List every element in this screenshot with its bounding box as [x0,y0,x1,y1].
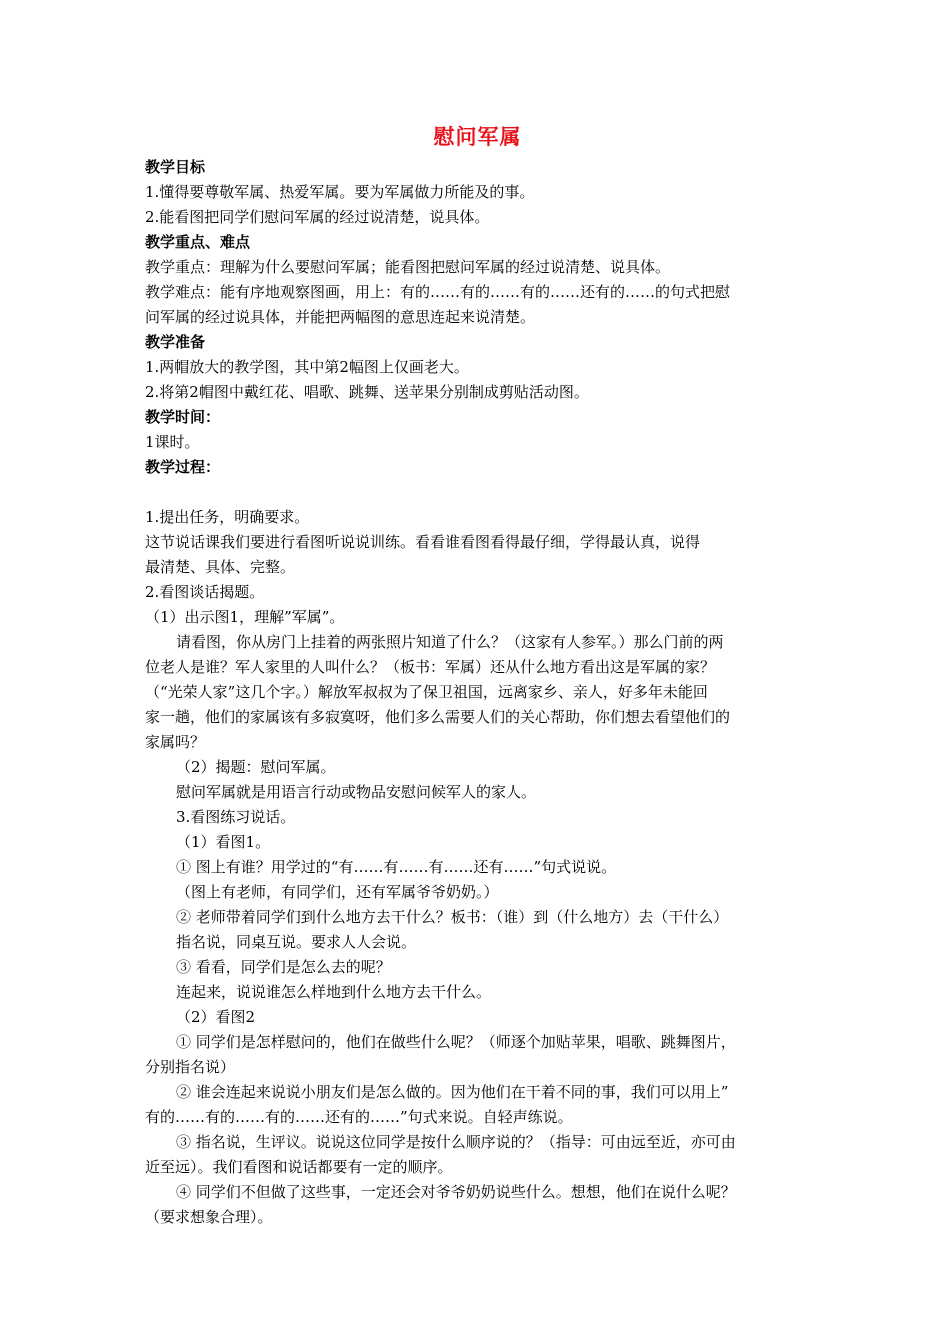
section-heading: 教学过程： [145,458,221,476]
text-line: 3.看图练习说话。 [176,808,296,826]
text-line: ④ 同学们不但做了这些事，一定还会对爷爷奶奶说些什么。想想，他们在说什么呢？ [176,1183,736,1201]
text-line: 2.将第2帽图中戴红花、唱歌、跳舞、送苹果分别制成剪贴活动图。 [145,383,589,401]
document-body [145,155,810,1230]
document-title: 慰问军属 [433,124,522,149]
text-line: ③ 看看，同学们是怎么去的呢？ [176,958,391,976]
text-line: ① 图上有谁？用学过的“有……有……有……还有……”句式说说。 [176,858,617,876]
text-line: 连起来，说说谁怎么样地到什么地方去干什么。 [176,983,492,1001]
text-line: 问军属的经过说具体，并能把两幅图的意思连起来说清楚。 [145,308,536,326]
text-line: 位老人是谁？军人家里的人叫什么？（板书：军属）还从什么地方看出这是军属的家？ [145,658,716,676]
text-line: ① 同学们是怎样慰问的，他们在做些什么呢？（师逐个加贴苹果，唱歌、跳舞图片， [176,1033,736,1051]
text-line: 1.提出任务，明确要求。 [145,508,310,526]
text-line: （图上有老师，有同学们，还有军属爷爷奶奶。） [176,883,499,901]
text-line: （要求想象合理）。 [145,1208,273,1226]
text-line: 这节说话课我们要进行看图听说说训练。看看谁看图看得最仔细，学得最认真，说得 [145,533,701,551]
text-line: 慰问军属就是用语言行动或物品安慰问候军人的家人。 [176,783,537,801]
text-line: （“光荣人家”这几个字。）解放军叔叔为了保卫祖国，远离家乡、亲人，好多年未能回 [145,683,708,701]
section-heading: 教学重点、难点 [145,233,251,251]
text-line: 请看图，你从房门上挂着的两张照片知道了什么？（这家有人参军。）那么门前的两 [176,633,724,651]
text-line: 近至远）。我们看图和说话都要有一定的顺序。 [145,1158,453,1176]
text-line: （2）看图2 [176,1008,256,1026]
text-line: （1）看图1。 [176,833,271,851]
text-line: 1课时。 [145,433,200,451]
text-line: 教学难点：能有序地观察图画，用上：有的……有的……有的……还有的……的句式把慰 [145,283,731,301]
text-line: ③ 指名说，生评议。说说这位同学是按什么顺序说的？（指导：可由远至近，亦可由 [176,1133,736,1151]
section-heading: 教学目标 [145,158,206,176]
text-line: 1.两帽放大的教学图，其中第2幅图上仅画老大。 [145,358,469,376]
section-heading: 教学时间： [145,408,221,426]
text-line: 最清楚、具体、完整。 [145,558,296,576]
text-line: （1）出示图1，理解”军属”。 [145,608,345,626]
text-line: 2.看图谈话揭题。 [145,583,265,601]
text-line: 有的……有的……有的……还有的……”句式来说。自轻声练说。 [145,1108,573,1126]
text-line: 家属吗？ [145,733,206,751]
text-line: 家一趟，他们的家属该有多寂寞呀，他们多么需要人们的关心帮助，你们想去看望他们的 [145,708,731,726]
text-line: ② 老师带着同学们到什么地方去干什么？板书：（谁）到（什么地方）去（干什么） [176,908,729,926]
section-heading: 教学准备 [145,333,206,351]
text-line: 2.能看图把同学们慰问军属的经过说清楚，说具体。 [145,208,490,226]
blank-line [145,480,810,505]
text-line: 分别指名说） [145,1058,236,1076]
text-line: ② 谁会连起来说说小朋友们是怎么做的。因为他们在干着不同的事，我们可以用上” [176,1083,729,1101]
text-line: 教学重点：理解为什么要慰问军属；能看图把慰问军属的经过说清楚、说具体。 [145,258,671,276]
text-line: 1.懂得要尊敬军属、热爱军属。要为军属做力所能及的事。 [145,183,535,201]
text-line: 指名说，同桌互说。要求人人会说。 [176,933,417,951]
text-line: （2）揭题：慰问军属。 [176,758,336,776]
document-page [145,125,810,1230]
